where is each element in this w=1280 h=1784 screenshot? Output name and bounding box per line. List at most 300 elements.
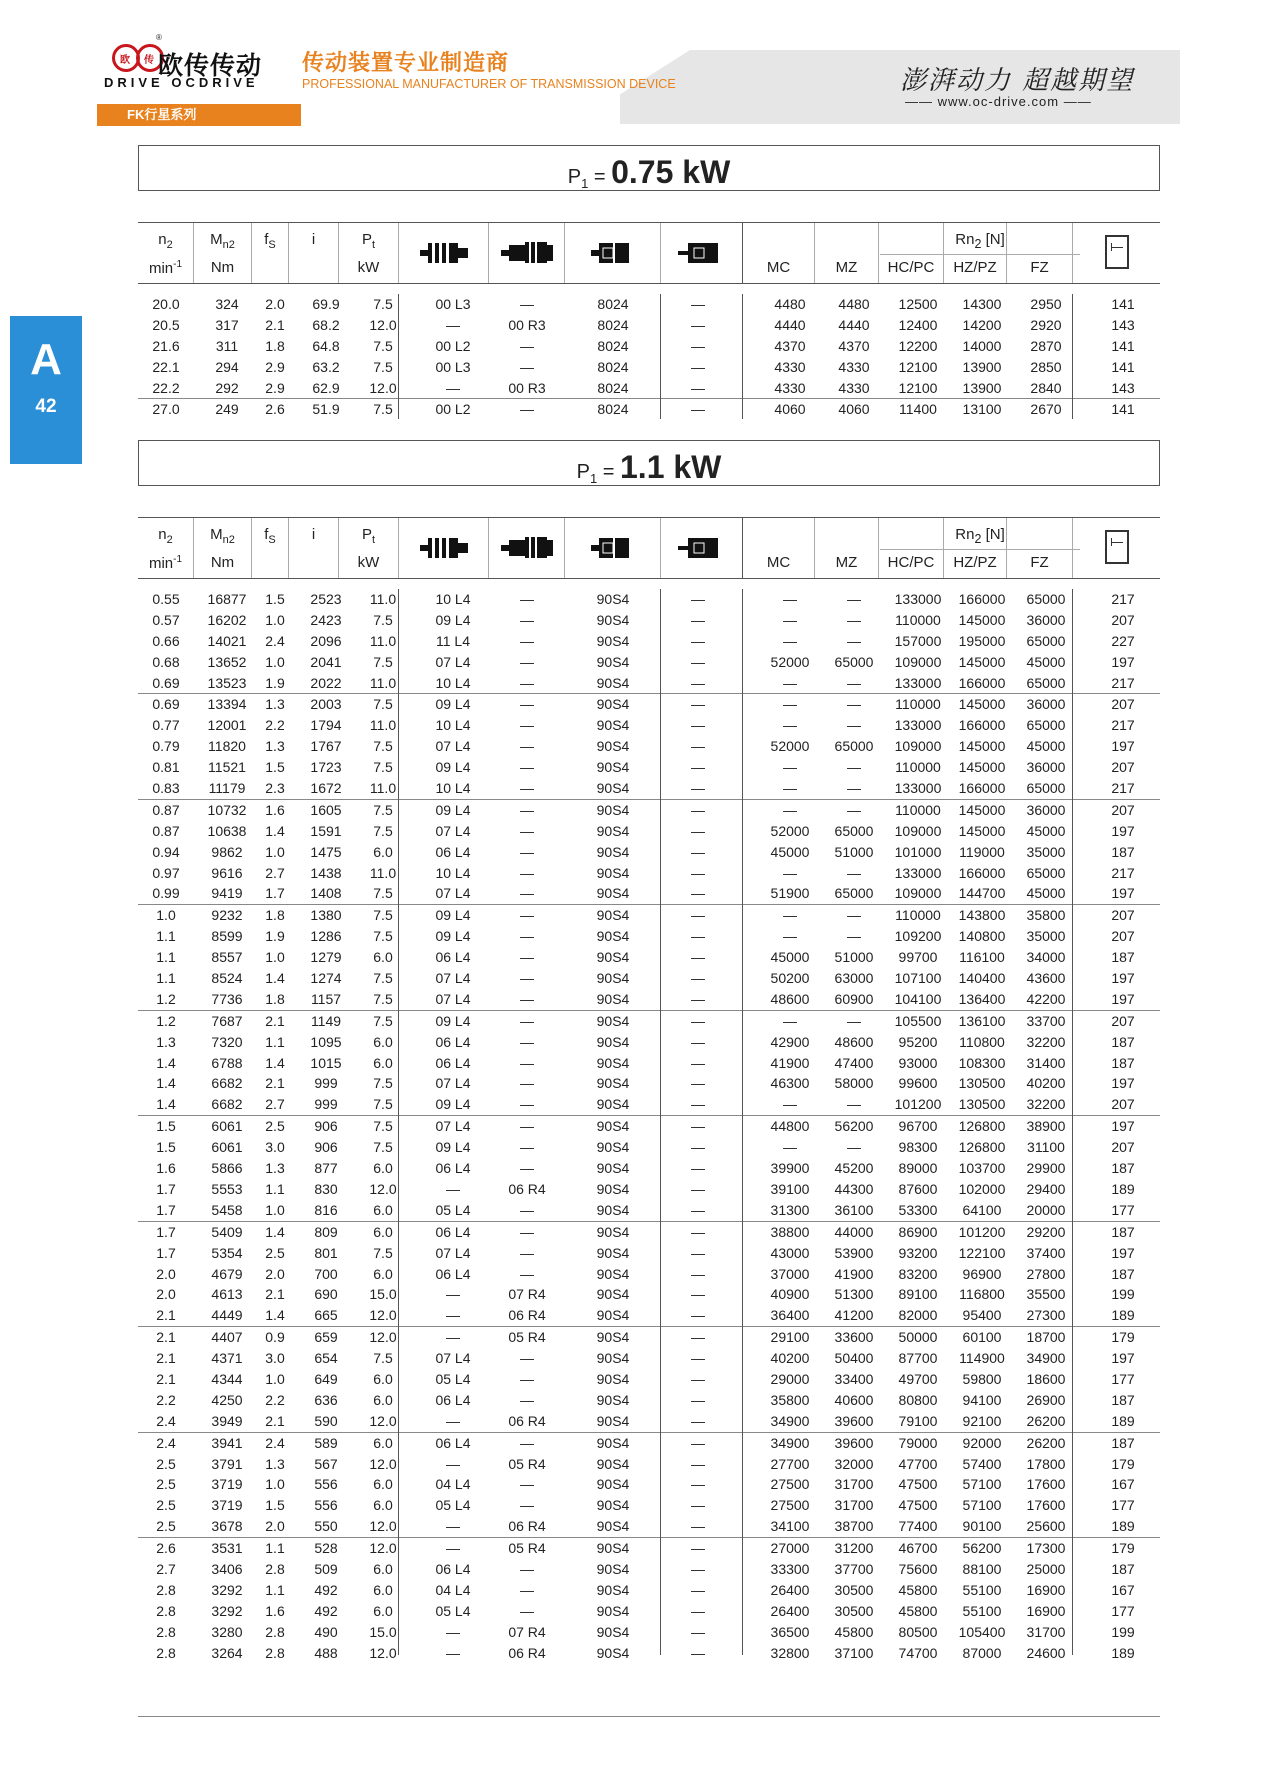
hcpc-header-part: HC/PC bbox=[887, 259, 935, 276]
table-cell: 179 bbox=[1111, 1455, 1135, 1472]
table-cell: 75600 bbox=[898, 1560, 938, 1577]
table-cell: 17300 bbox=[1026, 1540, 1066, 1557]
table-cell: 1095 bbox=[310, 1033, 342, 1050]
table-cell: 90S4 bbox=[596, 696, 630, 713]
slogan-en: PROFESSIONAL MANUFACTURER OF TRANSMISSION DEVICE bbox=[302, 77, 676, 91]
table-cell: 43600 bbox=[1026, 970, 1066, 987]
table-cell: 39600 bbox=[834, 1412, 874, 1429]
hcpc-header-unit bbox=[879, 554, 943, 571]
table-cell: 177 bbox=[1111, 1370, 1135, 1387]
table-cell: — bbox=[520, 1581, 534, 1598]
table-cell: 14021 bbox=[207, 632, 247, 649]
table-cell: 42900 bbox=[770, 1033, 810, 1050]
table-cell: 1.6 bbox=[265, 1602, 285, 1619]
table-cell: 09 L4 bbox=[435, 611, 471, 628]
table-cell: 07 R4 bbox=[508, 1286, 546, 1303]
table-cell: 2.1 bbox=[265, 1075, 285, 1092]
table-cell: — bbox=[691, 949, 705, 966]
table-cell: 550 bbox=[314, 1518, 338, 1535]
document-icon-cell bbox=[1072, 518, 1160, 578]
table-cell: 29200 bbox=[1026, 1223, 1066, 1240]
table-cell: 3941 bbox=[211, 1434, 243, 1451]
table-cell: 45000 bbox=[1026, 738, 1066, 755]
table-row bbox=[138, 1537, 1160, 1559]
table-cell: 7.5 bbox=[373, 1350, 393, 1367]
table-cell: 31700 bbox=[834, 1476, 874, 1493]
table-cell: — bbox=[691, 738, 705, 755]
table-cell: 86900 bbox=[898, 1223, 938, 1240]
table-cell: 2041 bbox=[310, 653, 342, 670]
table-cell: 53300 bbox=[898, 1201, 938, 1218]
table-cell: 217 bbox=[1111, 591, 1135, 607]
table-cell: 1.0 bbox=[265, 653, 285, 670]
table-cell: 04 L4 bbox=[435, 1581, 471, 1598]
table-cell: 83200 bbox=[898, 1265, 938, 1282]
column-divider bbox=[742, 294, 743, 419]
table-cell: 38800 bbox=[770, 1223, 810, 1240]
table-cell: 90S4 bbox=[596, 1370, 630, 1387]
mz-header-unit bbox=[815, 554, 878, 571]
table-cell: 1.4 bbox=[265, 822, 285, 839]
table-cell: 40900 bbox=[770, 1286, 810, 1303]
table-cell: — bbox=[783, 674, 797, 691]
section-tab bbox=[10, 316, 82, 464]
table-cell: — bbox=[691, 296, 705, 312]
table-cell: 101200 bbox=[894, 1096, 942, 1113]
table-cell: 12.0 bbox=[369, 1455, 397, 1472]
table-cell: — bbox=[446, 1307, 460, 1324]
table-cell: 11820 bbox=[208, 738, 246, 755]
table-cell: 4060 bbox=[838, 401, 870, 418]
table-cell: 8024 bbox=[597, 401, 629, 418]
table-cell: 690 bbox=[314, 1286, 338, 1303]
fs-header-part: f bbox=[264, 526, 269, 543]
table-cell: — bbox=[847, 759, 861, 776]
table-cell: 16900 bbox=[1026, 1602, 1066, 1619]
table-cell: 2.8 bbox=[156, 1581, 176, 1598]
pt-header-symbol bbox=[339, 231, 398, 251]
mc-header-unit bbox=[743, 554, 814, 571]
table-cell: 2.0 bbox=[156, 1286, 176, 1303]
table-cell: 40200 bbox=[1026, 1075, 1066, 1092]
table-cell: 11.0 bbox=[369, 864, 397, 881]
table-row bbox=[138, 883, 1160, 904]
table-cell: 249 bbox=[215, 401, 239, 418]
table-cell: 197 bbox=[1111, 653, 1135, 670]
table-cell: 7.5 bbox=[373, 1139, 393, 1156]
table-cell: 177 bbox=[1111, 1201, 1135, 1218]
table-row bbox=[138, 357, 1160, 378]
table-row bbox=[138, 652, 1160, 673]
table-cell: — bbox=[520, 907, 534, 924]
table-cell: 37100 bbox=[834, 1644, 874, 1661]
table-cell: 40200 bbox=[770, 1350, 810, 1367]
table-cell: 0.99 bbox=[152, 885, 180, 902]
table-cell: 89100 bbox=[898, 1286, 938, 1303]
table-cell: 65000 bbox=[834, 738, 874, 755]
table-cell: 06 L4 bbox=[435, 1033, 471, 1050]
table-cell: 45000 bbox=[1026, 822, 1066, 839]
table-cell: 34900 bbox=[770, 1412, 810, 1429]
table-cell: — bbox=[847, 632, 861, 649]
mc-header-part: MC bbox=[766, 554, 791, 571]
table-cell: 90S4 bbox=[596, 717, 630, 734]
table-cell: 2523 bbox=[310, 591, 342, 607]
i-header-symbol bbox=[289, 526, 338, 543]
table-cell: 26400 bbox=[770, 1581, 810, 1598]
table-cell: — bbox=[691, 1223, 705, 1240]
logo-icon: 欧 bbox=[112, 44, 140, 72]
table-cell: 143 bbox=[1111, 316, 1135, 333]
table-cell: 1.1 bbox=[265, 1180, 285, 1197]
table-cell: 06 L4 bbox=[435, 1434, 471, 1451]
table-cell: 197 bbox=[1111, 1118, 1135, 1135]
table-cell: 2.4 bbox=[156, 1434, 176, 1451]
table-cell: 45800 bbox=[834, 1623, 874, 1640]
table-cell: — bbox=[847, 674, 861, 691]
table-cell: 92100 bbox=[962, 1412, 1002, 1429]
table-cell: 145000 bbox=[958, 696, 1006, 713]
table-cell: 1.0 bbox=[265, 1476, 285, 1493]
table-cell: 31200 bbox=[834, 1540, 874, 1557]
table-cell: 816 bbox=[314, 1201, 338, 1218]
table-cell: 1.7 bbox=[156, 1244, 176, 1261]
table-cell: 4440 bbox=[838, 316, 870, 333]
table-cell: 47700 bbox=[898, 1455, 938, 1472]
table-cell: 94100 bbox=[962, 1391, 1002, 1408]
table-cell: 06 R4 bbox=[508, 1518, 546, 1535]
table-row bbox=[138, 1580, 1160, 1601]
table-cell: — bbox=[520, 1350, 534, 1367]
n2-header-symbol bbox=[138, 231, 193, 251]
n2-header-symbol bbox=[138, 526, 193, 546]
table-cell: 27500 bbox=[770, 1497, 810, 1514]
table-cell: 0.69 bbox=[152, 674, 180, 691]
table-cell: 06 R4 bbox=[508, 1307, 546, 1324]
table-cell: 207 bbox=[1111, 1139, 1135, 1156]
table-cell: — bbox=[691, 337, 705, 354]
n2-header-part: 2 bbox=[166, 534, 173, 546]
power-value: 1.1 kW bbox=[620, 449, 722, 485]
table-cell: 292 bbox=[215, 379, 239, 396]
table-cell: 11.0 bbox=[369, 717, 397, 734]
table-cell: — bbox=[691, 1644, 705, 1661]
document-icon bbox=[1105, 235, 1129, 269]
table-cell: 80800 bbox=[898, 1391, 938, 1408]
table-cell: — bbox=[446, 1623, 460, 1640]
table-cell: 1.0 bbox=[265, 1201, 285, 1218]
bottom-rule bbox=[138, 1716, 1160, 1717]
table-cell: 36000 bbox=[1026, 801, 1066, 818]
table-cell: — bbox=[691, 358, 705, 375]
table-cell: — bbox=[783, 928, 797, 945]
table-cell: 2.1 bbox=[156, 1307, 176, 1324]
motor-alt-icon bbox=[674, 239, 730, 263]
table-row bbox=[138, 1115, 1160, 1137]
power-value: 0.75 kW bbox=[611, 154, 731, 190]
table-cell: 1.6 bbox=[156, 1160, 176, 1177]
table-cell: 15.0 bbox=[369, 1623, 397, 1640]
table-cell: 145000 bbox=[958, 611, 1006, 628]
table-cell: 3292 bbox=[211, 1602, 243, 1619]
table-row bbox=[138, 821, 1160, 842]
table-cell: 143800 bbox=[958, 907, 1006, 924]
table-row bbox=[138, 1032, 1160, 1053]
table-cell: 16900 bbox=[1026, 1581, 1066, 1598]
table-cell: 3264 bbox=[211, 1644, 243, 1661]
table-cell: 4449 bbox=[211, 1307, 243, 1324]
table-cell: 0.94 bbox=[152, 843, 180, 860]
table-cell: 93000 bbox=[898, 1054, 938, 1071]
table-header-1 bbox=[138, 517, 1160, 579]
table-cell: 43000 bbox=[770, 1244, 810, 1261]
table-cell: 90S4 bbox=[596, 928, 630, 945]
table-cell: 217 bbox=[1111, 674, 1135, 691]
table-cell: 11.0 bbox=[369, 591, 397, 607]
table-cell: 44000 bbox=[834, 1223, 874, 1240]
table-cell: 1.4 bbox=[156, 1054, 176, 1071]
table-cell: — bbox=[691, 316, 705, 333]
table-cell: 2.4 bbox=[265, 632, 285, 649]
table-cell: — bbox=[446, 379, 460, 396]
mn2-header bbox=[193, 518, 251, 578]
table-cell: 6682 bbox=[211, 1075, 243, 1092]
motor-icon-cell bbox=[564, 518, 660, 578]
table-cell: — bbox=[520, 1096, 534, 1113]
table-cell: 63000 bbox=[834, 970, 874, 987]
table-cell: 659 bbox=[314, 1329, 338, 1346]
table-cell: — bbox=[520, 1075, 534, 1092]
mz-header bbox=[814, 518, 878, 578]
table-cell: 31700 bbox=[1026, 1623, 1066, 1640]
table-cell: — bbox=[691, 1012, 705, 1029]
mn2-header-symbol bbox=[194, 231, 251, 251]
table-cell: 197 bbox=[1111, 822, 1135, 839]
table-cell: 2.3 bbox=[265, 780, 285, 797]
table-cell: 1.4 bbox=[265, 1223, 285, 1240]
table-cell: 65000 bbox=[1026, 717, 1066, 734]
table-row bbox=[138, 1010, 1160, 1032]
table-cell: 09 L4 bbox=[435, 1139, 471, 1156]
table-cell: 649 bbox=[314, 1370, 338, 1387]
table-cell: 90S4 bbox=[596, 1581, 630, 1598]
table-cell: 7.5 bbox=[373, 1244, 393, 1261]
table-cell: 2.0 bbox=[265, 1518, 285, 1535]
n2-header-part: n bbox=[158, 231, 167, 248]
table-cell: 82000 bbox=[898, 1307, 938, 1324]
table-cell: 104100 bbox=[894, 990, 942, 1007]
table-cell: 130500 bbox=[958, 1096, 1006, 1113]
table-cell: 528 bbox=[314, 1540, 338, 1557]
table-cell: — bbox=[691, 1540, 705, 1557]
table-cell: — bbox=[520, 653, 534, 670]
pt-header-part: t bbox=[371, 239, 376, 251]
table-cell: 207 bbox=[1111, 759, 1135, 776]
table-cell: — bbox=[847, 801, 861, 818]
single-stage-icon-cell bbox=[398, 518, 488, 578]
table-cell: 109000 bbox=[894, 822, 942, 839]
table-cell: 90S4 bbox=[596, 1244, 630, 1261]
table-cell: 25000 bbox=[1026, 1560, 1066, 1577]
table-cell: 1380 bbox=[310, 907, 342, 924]
table-cell: 2.5 bbox=[265, 1244, 285, 1261]
table-cell: 4060 bbox=[774, 401, 806, 418]
table-cell: 17600 bbox=[1026, 1476, 1066, 1493]
table-cell: 3719 bbox=[211, 1476, 243, 1493]
table-cell: 2.8 bbox=[156, 1644, 176, 1661]
table-cell: 90S4 bbox=[596, 738, 630, 755]
table-cell: — bbox=[446, 1329, 460, 1346]
table-cell: 7.5 bbox=[373, 337, 393, 354]
mn2-header-unit bbox=[194, 259, 251, 276]
table-cell: 0.79 bbox=[152, 738, 180, 755]
table-cell: 145000 bbox=[958, 759, 1006, 776]
table-cell: — bbox=[691, 1476, 705, 1493]
table-cell: 51000 bbox=[834, 843, 874, 860]
table-cell: 07 L4 bbox=[435, 1244, 471, 1261]
table-cell: 1.7 bbox=[156, 1201, 176, 1218]
table-cell: 1.5 bbox=[156, 1139, 176, 1156]
table-cell: 133000 bbox=[894, 864, 942, 881]
table-cell: 109000 bbox=[894, 885, 942, 902]
table-cell: 509 bbox=[314, 1560, 338, 1577]
table-cell: — bbox=[691, 822, 705, 839]
table-cell: 8024 bbox=[597, 337, 629, 354]
table-cell: 7.5 bbox=[373, 696, 393, 713]
table-cell: 141 bbox=[1111, 401, 1135, 418]
table-cell: 101000 bbox=[894, 843, 942, 860]
table-cell: 11 L4 bbox=[436, 632, 470, 649]
table-cell: 6.0 bbox=[373, 1265, 393, 1282]
table-cell: 187 bbox=[1111, 1434, 1135, 1451]
table-cell: 8024 bbox=[597, 358, 629, 375]
table-cell: 999 bbox=[314, 1075, 338, 1092]
table-cell: 179 bbox=[1111, 1540, 1135, 1557]
table-cell: 90S4 bbox=[596, 780, 630, 797]
table-cell: — bbox=[691, 611, 705, 628]
mn2-header-part: n2 bbox=[222, 534, 235, 546]
table-cell: 00 L3 bbox=[435, 358, 471, 375]
table-cell: — bbox=[520, 1265, 534, 1282]
table-cell: 6.0 bbox=[373, 1391, 393, 1408]
table-cell: 1.5 bbox=[156, 1118, 176, 1135]
table-cell: — bbox=[691, 885, 705, 902]
column-divider bbox=[1072, 294, 1073, 419]
table-cell: 6.0 bbox=[373, 1160, 393, 1177]
table-cell: 00 L2 bbox=[435, 337, 471, 354]
table-cell: 1.8 bbox=[265, 907, 285, 924]
table-header-0 bbox=[138, 222, 1160, 284]
table-cell: 2670 bbox=[1030, 401, 1062, 418]
table-cell: — bbox=[520, 632, 534, 649]
table-cell: 49700 bbox=[898, 1370, 938, 1387]
table-cell: 102000 bbox=[958, 1180, 1006, 1197]
table-cell: 09 L4 bbox=[435, 801, 471, 818]
mn2-header-part: M bbox=[210, 526, 223, 543]
table-cell: 4250 bbox=[211, 1391, 243, 1408]
table-cell: 33400 bbox=[834, 1370, 874, 1387]
table-cell: 07 R4 bbox=[508, 1623, 546, 1640]
motor-alt-icon-cell bbox=[660, 223, 742, 283]
table-cell: 0.69 bbox=[152, 696, 180, 713]
table-cell: 6.0 bbox=[373, 1497, 393, 1514]
table-cell: 3791 bbox=[211, 1455, 243, 1472]
table-cell: 12100 bbox=[898, 379, 938, 396]
table-cell: 9232 bbox=[211, 907, 243, 924]
table-cell: 556 bbox=[314, 1497, 338, 1514]
table-row bbox=[138, 989, 1160, 1010]
table-row bbox=[138, 1284, 1160, 1305]
table-row bbox=[138, 904, 1160, 926]
table-cell: — bbox=[691, 1054, 705, 1071]
table-cell: 567 bbox=[314, 1455, 338, 1472]
table-cell: 25600 bbox=[1026, 1518, 1066, 1535]
table-cell: 65000 bbox=[834, 653, 874, 670]
table-cell: 05 L4 bbox=[435, 1602, 471, 1619]
section-title-1 bbox=[138, 440, 1160, 486]
table-cell: 590 bbox=[314, 1412, 338, 1429]
table-cell: — bbox=[520, 1201, 534, 1218]
rn2-symbol: Rn bbox=[955, 526, 975, 543]
table-cell: 136400 bbox=[958, 990, 1006, 1007]
table-cell: — bbox=[691, 653, 705, 670]
table-cell: — bbox=[691, 928, 705, 945]
table-cell: 46300 bbox=[770, 1075, 810, 1092]
table-cell: — bbox=[446, 1412, 460, 1429]
table-cell: 22.1 bbox=[152, 358, 180, 375]
table-cell: 140800 bbox=[958, 928, 1006, 945]
single-stage-icon bbox=[416, 239, 472, 263]
table-cell: 9616 bbox=[211, 864, 243, 881]
table-cell: — bbox=[691, 970, 705, 987]
table-row bbox=[138, 757, 1160, 778]
table-cell: — bbox=[520, 337, 534, 354]
table-cell: — bbox=[847, 1139, 861, 1156]
table-cell: 556 bbox=[314, 1476, 338, 1493]
table-row bbox=[138, 1390, 1160, 1411]
table-cell: — bbox=[446, 1180, 460, 1197]
table-cell: 6.0 bbox=[373, 1560, 393, 1577]
table-cell: 09 L4 bbox=[435, 907, 471, 924]
table-cell: 12400 bbox=[898, 316, 938, 333]
table-cell: 15.0 bbox=[369, 1286, 397, 1303]
table-cell: 0.57 bbox=[152, 611, 180, 628]
table-cell: 32200 bbox=[1026, 1033, 1066, 1050]
table-cell: 1286 bbox=[310, 928, 342, 945]
table-cell: 1.4 bbox=[156, 1075, 176, 1092]
table-cell: — bbox=[847, 1012, 861, 1029]
table-cell: 3719 bbox=[211, 1497, 243, 1514]
table-cell: 1.1 bbox=[156, 928, 176, 945]
table-cell: 90S4 bbox=[596, 1455, 630, 1472]
table-cell: 13394 bbox=[207, 696, 247, 713]
table-cell: 80500 bbox=[898, 1623, 938, 1640]
table-cell: 47400 bbox=[834, 1054, 874, 1071]
table-cell: 1.0 bbox=[265, 949, 285, 966]
table-cell: 2.6 bbox=[156, 1540, 176, 1557]
table-cell: 187 bbox=[1111, 1054, 1135, 1071]
table-cell: 7.5 bbox=[373, 990, 393, 1007]
table-cell: 90S4 bbox=[596, 949, 630, 966]
table-cell: 90S4 bbox=[596, 1139, 630, 1156]
table-cell: 1605 bbox=[310, 801, 342, 818]
table-cell: 12500 bbox=[898, 296, 938, 312]
column-divider bbox=[660, 589, 661, 1655]
table-cell: 7.5 bbox=[373, 801, 393, 818]
table-cell: 492 bbox=[314, 1602, 338, 1619]
table-row bbox=[138, 1243, 1160, 1264]
table-cell: 90S4 bbox=[596, 759, 630, 776]
